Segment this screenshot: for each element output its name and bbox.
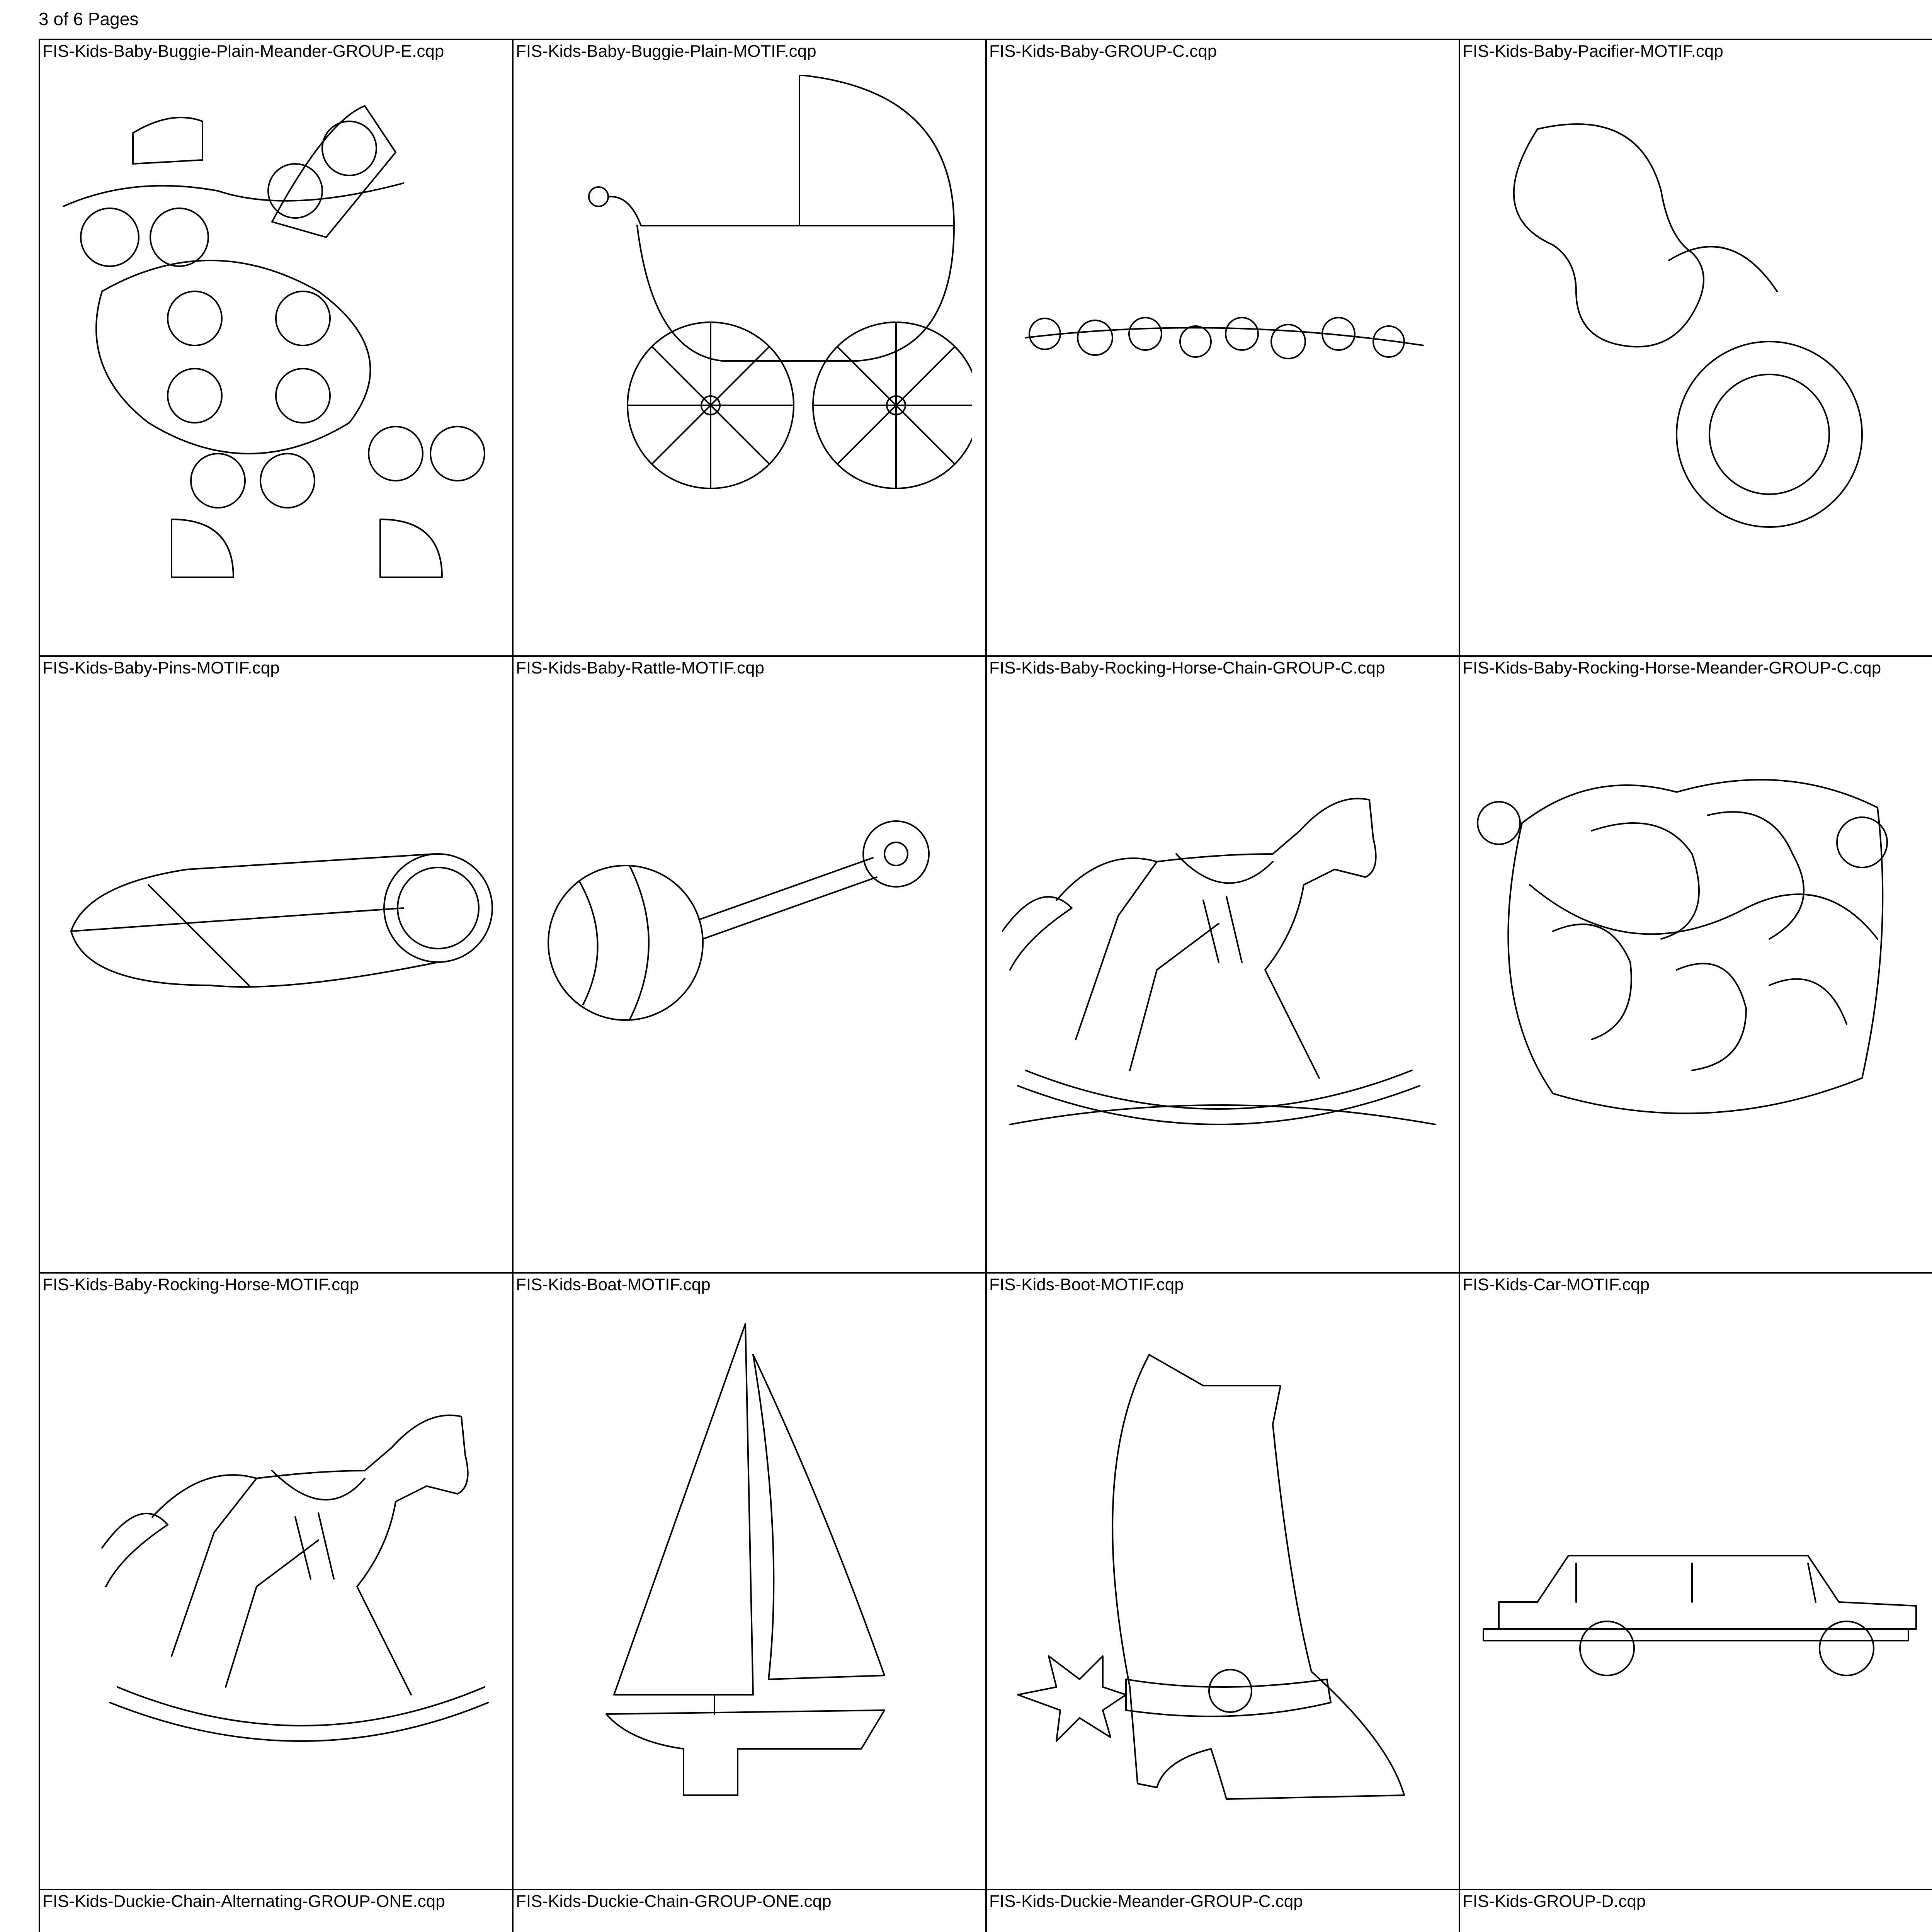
pattern-cell[interactable] [40,1890,514,1932]
pattern-filename: FIS-Kids-Baby-Rocking-Horse-MOTIF.cqp [43,1275,359,1294]
pattern-filename: FIS-Kids-Duckie-Chain-Alternating-GROUP-ONE.cqp [43,1892,445,1911]
duckie-meander-drawing [1002,1925,1445,1932]
buggie-meander-drawing [56,75,498,631]
pattern-filename: FIS-Kids-Baby-Rattle-MOTIF.cqp [516,658,765,677]
rocking-horse-drawing [56,1308,498,1865]
pattern-cell[interactable] [1460,40,1932,657]
pattern-filename: FIS-Kids-Baby-Pins-MOTIF.cqp [43,658,280,677]
baby-group-drawing [1002,75,1445,631]
safety-pin-drawing [56,692,498,1248]
pattern-cell[interactable] [40,40,514,657]
pattern-filename: FIS-Kids-Baby-GROUP-C.cqp [989,42,1217,61]
pattern-filename: FIS-Kids-Baby-Pacifier-MOTIF.cqp [1463,42,1723,61]
pattern-filename: FIS-Kids-Car-MOTIF.cqp [1463,1275,1650,1294]
buggie-motif-drawing [529,75,972,631]
pattern-cell[interactable] [1460,1274,1932,1890]
pattern-cell[interactable] [987,1890,1460,1932]
pattern-filename: FIS-Kids-Baby-Buggie-Plain-Meander-GROUP-E.cqp [43,42,444,61]
pattern-cell[interactable] [1460,1890,1932,1932]
pattern-cell[interactable] [40,1274,514,1890]
pattern-filename: FIS-Kids-Boot-MOTIF.cqp [989,1275,1184,1294]
pattern-filename: FIS-Kids-Duckie-Chain-GROUP-ONE.cqp [516,1892,832,1911]
pattern-filename: FIS-Kids-Baby-Rocking-Horse-Meander-GROUP-C.cqp [1463,658,1881,677]
pattern-cell[interactable] [1460,657,1932,1274]
pattern-cell[interactable] [987,40,1460,657]
pacifier-drawing [1476,75,1918,631]
rocking-horse-meander-drawing [1476,692,1918,1248]
pattern-cell[interactable] [514,657,987,1274]
pattern-filename: FIS-Kids-Boat-MOTIF.cqp [516,1275,711,1294]
page-label: 3 of 6 Pages [39,9,139,29]
pattern-cell[interactable] [514,1890,987,1932]
pattern-cell[interactable] [987,1274,1460,1890]
pattern-grid [39,39,1932,1932]
pattern-cell[interactable] [40,657,514,1274]
pattern-cell[interactable] [514,40,987,657]
pattern-filename: FIS-Kids-Duckie-Meander-GROUP-C.cqp [989,1892,1303,1911]
rattle-drawing [529,692,972,1248]
duckie-chain-drawing [529,1925,972,1932]
sailboat-drawing [529,1308,972,1865]
pattern-filename: FIS-Kids-Baby-Buggie-Plain-MOTIF.cqp [516,42,816,61]
pattern-cell[interactable] [987,657,1460,1274]
pattern-cell[interactable] [514,1274,987,1890]
kids-group-drawing [1476,1925,1918,1932]
cowboy-boot-drawing [1002,1308,1445,1865]
car-drawing [1476,1308,1918,1865]
duckie-chain-alternating-drawing [56,1925,498,1932]
pattern-filename: FIS-Kids-Baby-Rocking-Horse-Chain-GROUP-C.cqp [989,658,1385,677]
rocking-horse-chain-drawing [1002,692,1445,1248]
pattern-filename: FIS-Kids-GROUP-D.cqp [1463,1892,1646,1911]
